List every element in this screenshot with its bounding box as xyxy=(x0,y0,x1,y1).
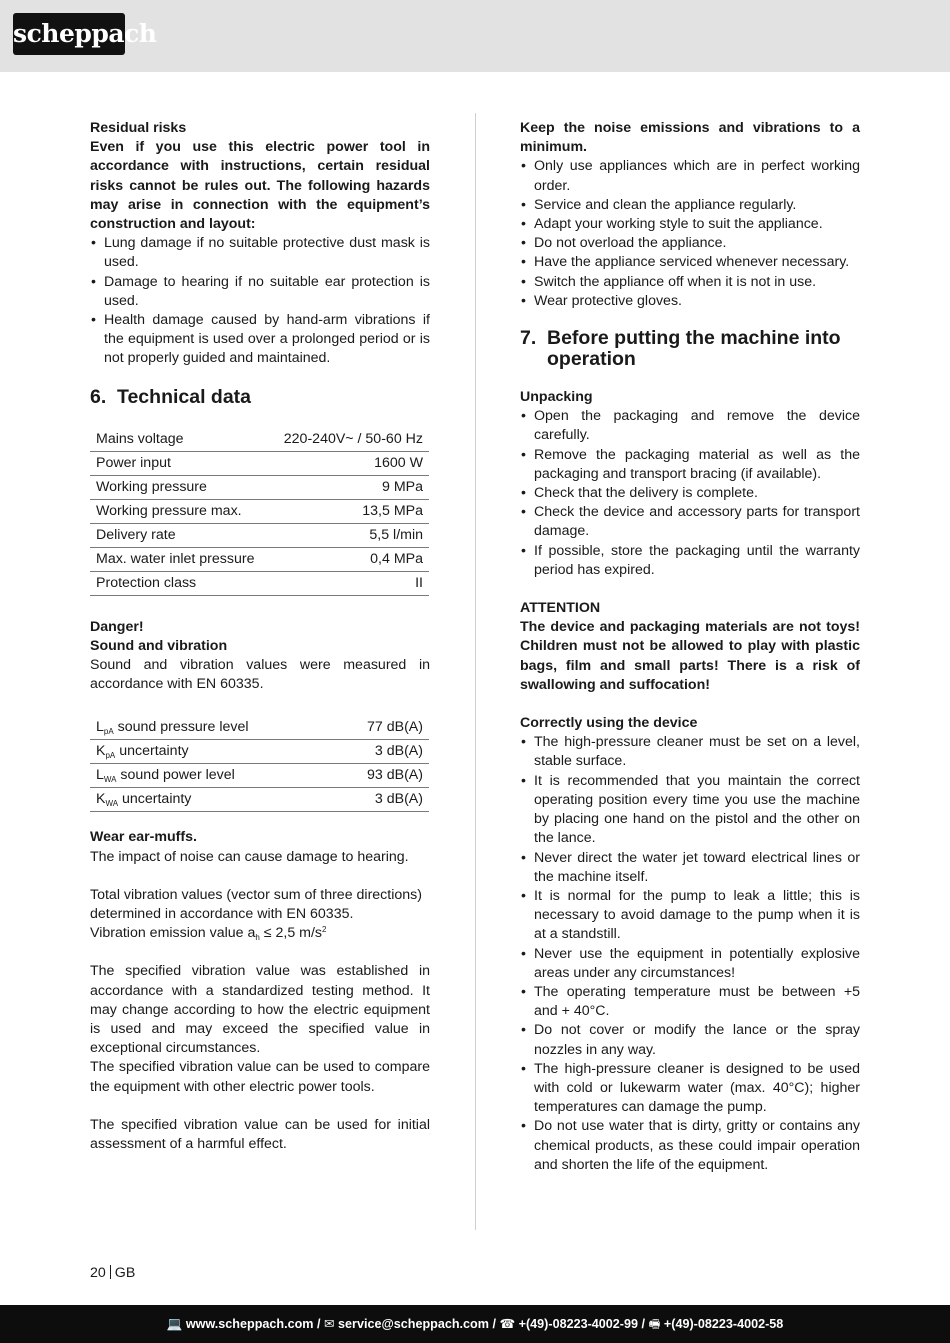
table-cell-label xyxy=(90,764,330,788)
earmuffs-text: The impact of noise can cause damage to hearing. xyxy=(90,848,409,865)
column-divider xyxy=(475,113,476,1230)
fax-icon: 🖷 xyxy=(648,1317,661,1331)
table-cell-value: 0,4 MPa xyxy=(270,547,429,571)
table-cell-label xyxy=(90,788,330,812)
table-cell-value: 5,5 l/min xyxy=(270,523,429,547)
vibration-total-text: Total vibration values (vector sum of three directions) determined in accordance with EN 60335. xyxy=(90,886,422,923)
attention-title: ATTENTION xyxy=(520,600,601,617)
computer-icon: 💻 xyxy=(166,1317,183,1331)
sound-vibration-text: Sound and vibration values were measured in accordance with EN 60335. xyxy=(90,657,430,693)
footer-separator: / xyxy=(492,1317,496,1331)
table-row xyxy=(90,547,429,571)
list-item: • Have the appliance serviced whenever necessary. xyxy=(520,253,860,272)
keep-minimum-list xyxy=(520,157,860,311)
table-cell-label: Delivery rate xyxy=(90,523,270,547)
keep-minimum-title: Keep the noise emissions and vibrations to a minimum. xyxy=(520,120,860,156)
table-row xyxy=(90,764,429,788)
before-operation-heading xyxy=(520,328,860,370)
attention-text: The device and packaging materials are not toys! Children must not be allowed to play with plastic bags, film and small parts! There is a risk of swallowing and suffocation! xyxy=(520,619,860,693)
specified-value-text-1: The specified vibration value was established in accordance with a standardized testing method. It may change according to how the electric equipment is used and may exceed the specified value in exceptional circumstances. xyxy=(90,963,430,1057)
vibration-emission-line xyxy=(90,924,430,943)
table-row xyxy=(90,451,429,475)
email-link[interactable]: service@scheppach.com xyxy=(338,1317,489,1331)
table-cell-label: Max. water inlet pressure xyxy=(90,547,270,571)
vibration-superscript: 2 xyxy=(322,925,327,935)
symbol-subscript: pA xyxy=(105,751,116,761)
table-cell-value: 77 dB(A) xyxy=(330,716,429,740)
technical-data-table xyxy=(90,428,429,596)
right-column xyxy=(520,119,860,1175)
technical-data-heading xyxy=(90,387,430,408)
left-column xyxy=(90,119,430,1154)
section-title: Before putting the machine into operation xyxy=(547,327,841,371)
table-cell-label: Working pressure max. xyxy=(90,499,270,523)
table-cell-label: Protection class xyxy=(90,571,270,595)
table-cell-value: 93 dB(A) xyxy=(330,764,429,788)
table-cell-label: Mains voltage xyxy=(90,428,270,452)
list-item: • It is recommended that you maintain the correct operating position every time you use the machine by placing one hand on the pistol and the other on the lance. xyxy=(520,772,860,849)
table-cell-value: 1600 W xyxy=(270,451,429,475)
sound-vibration-title: Sound and vibration xyxy=(90,637,228,654)
list-item: • The operating temperature must be between +5 and + 40°C. xyxy=(520,983,860,1021)
list-item: • Never use the equipment in potentially explosive areas under any circumstances! xyxy=(520,945,860,983)
contact-footer xyxy=(0,1305,950,1343)
vibration-emission-value: ≤ 2,5 m/s xyxy=(259,925,323,942)
fax-number: +(49)-08223-4002-58 xyxy=(663,1317,784,1331)
specified-value-text-2: The specified vibration value can be used to compare the equipment with other electric power tools. xyxy=(90,1059,430,1095)
residual-risks-title: Residual risks xyxy=(90,120,187,136)
list-item: • Never direct the water jet toward electrical lines or the machine itself. xyxy=(520,849,860,887)
page-separator xyxy=(110,1265,111,1279)
symbol-subscript: WA xyxy=(103,775,117,785)
table-cell-value: 13,5 MPa xyxy=(270,499,429,523)
symbol-subscript: pA xyxy=(103,727,114,737)
residual-risks-list xyxy=(90,234,430,368)
specified-value-text-3: The specified vibration value can be used for initial assessment of a harmful effect. xyxy=(90,1116,430,1153)
table-cell-value: II xyxy=(270,571,429,595)
table-row xyxy=(90,716,429,740)
list-item: • It is normal for the pump to leak a little; this is necessary to avoid damage to the pump when it is at a standstill. xyxy=(520,887,860,945)
table-cell-value: 220-240V~ / 50-60 Hz xyxy=(270,428,429,452)
list-item: • Do not cover or modify the lance or the spray nozzles in any way. xyxy=(520,1021,860,1059)
list-item: • Do not use water that is dirty, gritty or contains any chemical products, as these could impair operation and shorten the life of the equipment. xyxy=(520,1117,860,1175)
list-item: • Lung damage if no suitable protective dust mask is used. xyxy=(90,234,430,272)
table-cell-value: 3 dB(A) xyxy=(330,788,429,812)
symbol: K xyxy=(96,743,106,760)
list-item: • Do not overload the appliance. xyxy=(520,234,860,253)
section-number: 6. xyxy=(90,385,107,408)
list-item: • Health damage caused by hand-arm vibrations if the equipment is used over a prolonged period or is not properly guided and maintained. xyxy=(90,311,430,369)
table-row xyxy=(90,740,429,764)
sound-values-table xyxy=(90,716,429,812)
brand-logo: scheppach xyxy=(13,13,125,55)
page-number: 20 xyxy=(90,1265,106,1281)
vibration-emission-label: Vibration emission value a xyxy=(90,925,256,942)
list-item: • Open the packaging and remove the device carefully. xyxy=(520,407,860,445)
list-item: • Adapt your working style to suit the appliance. xyxy=(520,215,860,234)
email-icon: ✉ xyxy=(323,1317,335,1331)
table-row xyxy=(90,571,429,595)
table-cell-label: Working pressure xyxy=(90,475,270,499)
vibration-subscript: h xyxy=(255,933,260,943)
page-language: GB xyxy=(114,1265,136,1281)
list-item: • Damage to hearing if no suitable ear protection is used. xyxy=(90,273,430,311)
section-title: Technical data xyxy=(117,385,252,408)
list-item: • Only use appliances which are in perfect working order. xyxy=(520,157,860,195)
list-item: • The high-pressure cleaner is designed to be used with cold or lukewarm water (max. 40°C); higher temperatures can damage the pump. xyxy=(520,1060,860,1118)
label-text: uncertainty xyxy=(115,743,189,760)
footer-separator: / xyxy=(316,1317,321,1331)
list-item: • Check that the delivery is complete. xyxy=(520,484,860,503)
table-cell-value: 9 MPa xyxy=(270,475,429,499)
website-link[interactable]: www.scheppach.com xyxy=(185,1317,314,1331)
list-item: • Service and clean the appliance regularly. xyxy=(520,196,860,215)
table-row xyxy=(90,475,429,499)
table-cell-label xyxy=(90,740,330,764)
symbol-subscript: WA xyxy=(105,799,119,809)
unpacking-list xyxy=(520,407,860,580)
symbol: K xyxy=(96,791,106,808)
danger-title: Danger! xyxy=(90,618,144,635)
table-row xyxy=(90,788,429,812)
label-text: sound power level xyxy=(116,767,235,784)
label-text: uncertainty xyxy=(118,791,192,808)
list-item: • The high-pressure cleaner must be set on a level, stable surface. xyxy=(520,733,860,771)
table-row xyxy=(90,428,429,452)
symbol: L xyxy=(96,767,104,784)
phone-number: +(49)-08223-4002-99 xyxy=(518,1317,639,1331)
footer-separator: / xyxy=(641,1317,646,1331)
symbol: L xyxy=(96,719,104,736)
correct-use-list xyxy=(520,733,860,1175)
page-number-block xyxy=(90,1264,135,1283)
correct-use-title: Correctly using the device xyxy=(520,715,698,732)
list-item: • Wear protective gloves. xyxy=(520,292,860,311)
earmuffs-title: Wear ear-muffs. xyxy=(90,829,197,846)
residual-risks-intro: Even if you use this electric power tool in accordance with instructions, certain residual risks cannot be rules out. The following hazards may arise in connection with the equipment’s construction and layout: xyxy=(90,139,430,233)
list-item: • If possible, store the packaging until the warranty period has expired. xyxy=(520,542,860,580)
label-text: sound pressure level xyxy=(113,719,249,736)
list-item: • Switch the appliance off when it is not in use. xyxy=(520,273,860,292)
table-cell-value: 3 dB(A) xyxy=(330,740,429,764)
list-item: • Remove the packaging material as well as the packaging and transport bracing (if available). xyxy=(520,446,860,484)
table-row xyxy=(90,499,429,523)
unpacking-title: Unpacking xyxy=(520,389,593,406)
table-row xyxy=(90,523,429,547)
phone-icon: ☎ xyxy=(499,1317,516,1331)
section-number: 7. xyxy=(520,327,537,350)
header-bar xyxy=(0,0,950,72)
table-cell-label xyxy=(90,716,330,740)
list-item: • Check the device and accessory parts for transport damage. xyxy=(520,503,860,541)
table-cell-label: Power input xyxy=(90,451,270,475)
